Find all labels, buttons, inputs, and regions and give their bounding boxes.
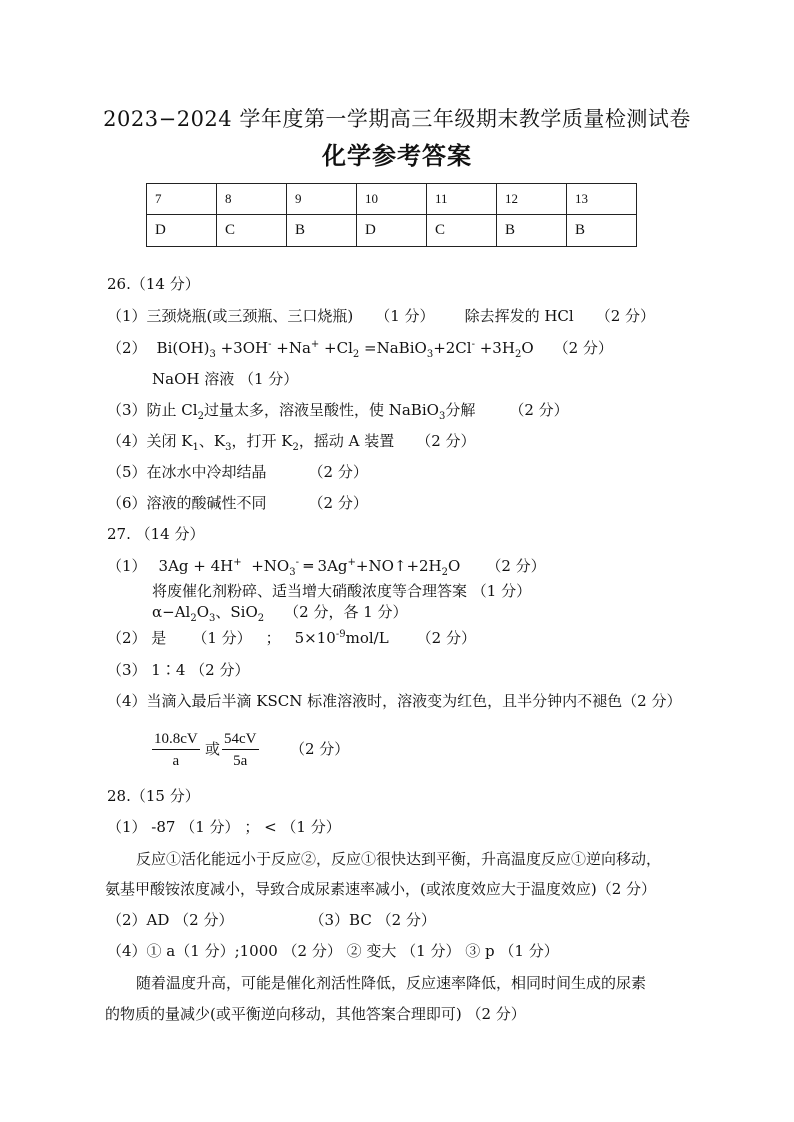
- q26-part4-text-d: ，摇动 A 装置: [298, 432, 395, 450]
- q26-part5-text: （5）在冰水中冷却结晶: [107, 463, 267, 481]
- page-subtitle: 化学参考答案: [322, 141, 472, 170]
- q27-heading: 27. （14 分）: [107, 525, 205, 543]
- question-number-cell: 10: [357, 184, 427, 215]
- q27-part2-score-b: （2 分）: [416, 629, 476, 647]
- q26-part4-text-a: （4）关闭 K: [107, 432, 193, 450]
- q26-part4-text-b: 、K: [198, 432, 226, 450]
- q26-part2: [107, 338, 613, 358]
- q26-part1: [107, 306, 655, 326]
- q27-part3: （3） 1∶4 （2 分）: [107, 661, 250, 679]
- q27-part2: [107, 628, 476, 648]
- question-number-cell: 12: [497, 184, 567, 215]
- q26-part3-text-a: （3）防止 Cl: [107, 401, 198, 419]
- q27-part1-residue-score: （2 分，各 1 分）: [284, 603, 408, 621]
- q28-part2-text: （2）AD （2 分）: [107, 911, 234, 929]
- question-number-cell: 9: [287, 184, 357, 215]
- q26-part1-answer-a: （1）三颈烧瓶(或三颈瓶、三口烧瓶): [107, 307, 354, 325]
- q27-part1-residue-a: α−Al: [152, 603, 191, 621]
- q27-part1-residue: $\alpha-Al_2O_3$、SiO$_2$ （2 分，各 1 分）: [152, 603, 408, 624]
- q28-explanation-line-3: 随着温度升高，可能是催化剂活性降低，反应速率降低，相同时间生成的尿素: [136, 974, 647, 992]
- q26-part5: [107, 462, 368, 482]
- q27-fraction-1-numerator: 10.8cV: [152, 729, 200, 750]
- q27-fraction-score: （2 分）: [290, 740, 350, 758]
- q27-part2-answer: （2） 是: [107, 629, 167, 647]
- q28-explanation-line-2: 氨基甲酸铵浓度减小，导致合成尿素速率减小，(或浓度效应大于温度效应)（2 分）: [105, 880, 657, 898]
- q26-part1-score-b: （2 分）: [595, 307, 655, 325]
- q28-part4: （4）① a（1 分）;1000 （2 分） ② 变大 （1 分） ③ p （1 分）: [107, 942, 559, 960]
- q26-part4-score: （2 分）: [416, 432, 476, 450]
- question-number-cell: 7: [147, 184, 217, 215]
- q28-explanation-line-1: 反应①活化能远小于反应②，反应①很快达到平衡，升高温度反应①逆向移动，: [136, 850, 662, 868]
- q26-part2-label: （2）: [107, 339, 147, 357]
- q26-part1-score-a: （1 分）: [375, 307, 435, 325]
- q28-part1: （1） -87 （1 分） ； < （1 分）: [107, 818, 341, 836]
- q26-part3: （3）防止 $Cl_2$过量太多，溶液呈酸性，使 NaBiO$_3$分解 （2 分）: [107, 401, 569, 422]
- q28-explanation-line-4: 的物质的量减少(或平衡逆向移动，其他答案合理即可) （2 分）: [105, 1005, 526, 1023]
- answer-table: [146, 183, 637, 247]
- answer-cell: C: [217, 215, 287, 247]
- q26-part6-score: （2 分）: [308, 494, 368, 512]
- q27-fraction-2: [222, 729, 259, 772]
- q27-fraction-2-numerator: 54cV: [222, 729, 259, 750]
- q27-part1: [107, 556, 546, 576]
- q26-part1-answer-b: 除去挥发的 HCl: [464, 307, 574, 325]
- answer-cell: B: [497, 215, 567, 247]
- answer-cell: D: [147, 215, 217, 247]
- answer-table-header-row: [147, 184, 637, 215]
- q27-part4: （4）当滴入最后半滴 KSCN 标准溶液时，溶液变为红色，且半分钟内不褪色（2 分）: [107, 692, 682, 710]
- question-number-cell: 11: [427, 184, 497, 215]
- q27-fraction-2-denominator: 5a: [233, 753, 248, 769]
- q28-part2: [107, 910, 436, 930]
- q27-part1-equation: $3Ag + 4H^+ +NO_3^-$ ═ $3Ag^++NO↑+2H_2O$: [158, 557, 461, 578]
- q26-part3-text-b: 过量太多，溶液呈酸性，使 NaBiO: [203, 401, 439, 419]
- q26-part6-text: （6）溶液的酸碱性不同: [107, 494, 267, 512]
- page-title: 2023−2024 学年度第一学期高三年级期末教学质量检测试卷: [103, 107, 691, 131]
- answer-table-answer-row: [147, 215, 637, 247]
- answer-cell: B: [287, 215, 357, 247]
- q26-part2-score: （2 分）: [553, 339, 613, 357]
- q27-part1-residue-b: O: [196, 603, 210, 621]
- q26-part6: [107, 493, 368, 513]
- q27-part2-separator: ；: [265, 629, 281, 647]
- q27-part2-unit: mol/L: [345, 629, 389, 647]
- q27-part1-method: 将废催化剂粉碎、适当增大硝酸浓度等合理答案 （1 分）: [152, 582, 532, 600]
- q26-part3-score: （2 分）: [509, 401, 569, 419]
- q26-part5-score: （2 分）: [308, 463, 368, 481]
- q26-part2-reagent: NaOH 溶液 （1 分）: [152, 370, 299, 388]
- q28-heading: 28.（15 分）: [107, 787, 200, 805]
- q27-part2-score-a: （1 分）: [192, 629, 252, 647]
- q27-part1-score: （2 分）: [486, 557, 546, 575]
- q26-part4: （4）关闭 $K_1$、$K_3$，打开 $K_2$，摇动 A 装置 （2 分）: [107, 432, 476, 453]
- q27-part2-exponent: -9: [335, 629, 346, 640]
- q26-heading: 26.（14 分）: [107, 275, 200, 293]
- answer-cell: D: [357, 215, 427, 247]
- question-number-cell: 8: [217, 184, 287, 215]
- q27-fraction-1: [152, 729, 200, 772]
- answer-cell: B: [567, 215, 637, 247]
- answer-cell: C: [427, 215, 497, 247]
- q27-part2-value: 5×10: [294, 629, 336, 647]
- q26-part3-text-c: 分解: [445, 401, 476, 419]
- q27-fraction-1-denominator: a: [172, 753, 180, 769]
- q27-part1-label: （1）: [107, 557, 147, 575]
- question-number-cell: 13: [567, 184, 637, 215]
- q27-fraction-or: 或: [205, 740, 221, 758]
- q28-part3-text: （3）BC （2 分）: [309, 911, 436, 929]
- q26-part2-equation: $Bi(OH)_3 +3OH^- +Na^+ +Cl_2$ =NaBiO$_3$+2Cl- $+3H_2O$: [156, 339, 534, 360]
- q26-part4-text-c: ，打开 K: [231, 432, 293, 450]
- q27-part1-residue-c: 、SiO: [215, 603, 258, 621]
